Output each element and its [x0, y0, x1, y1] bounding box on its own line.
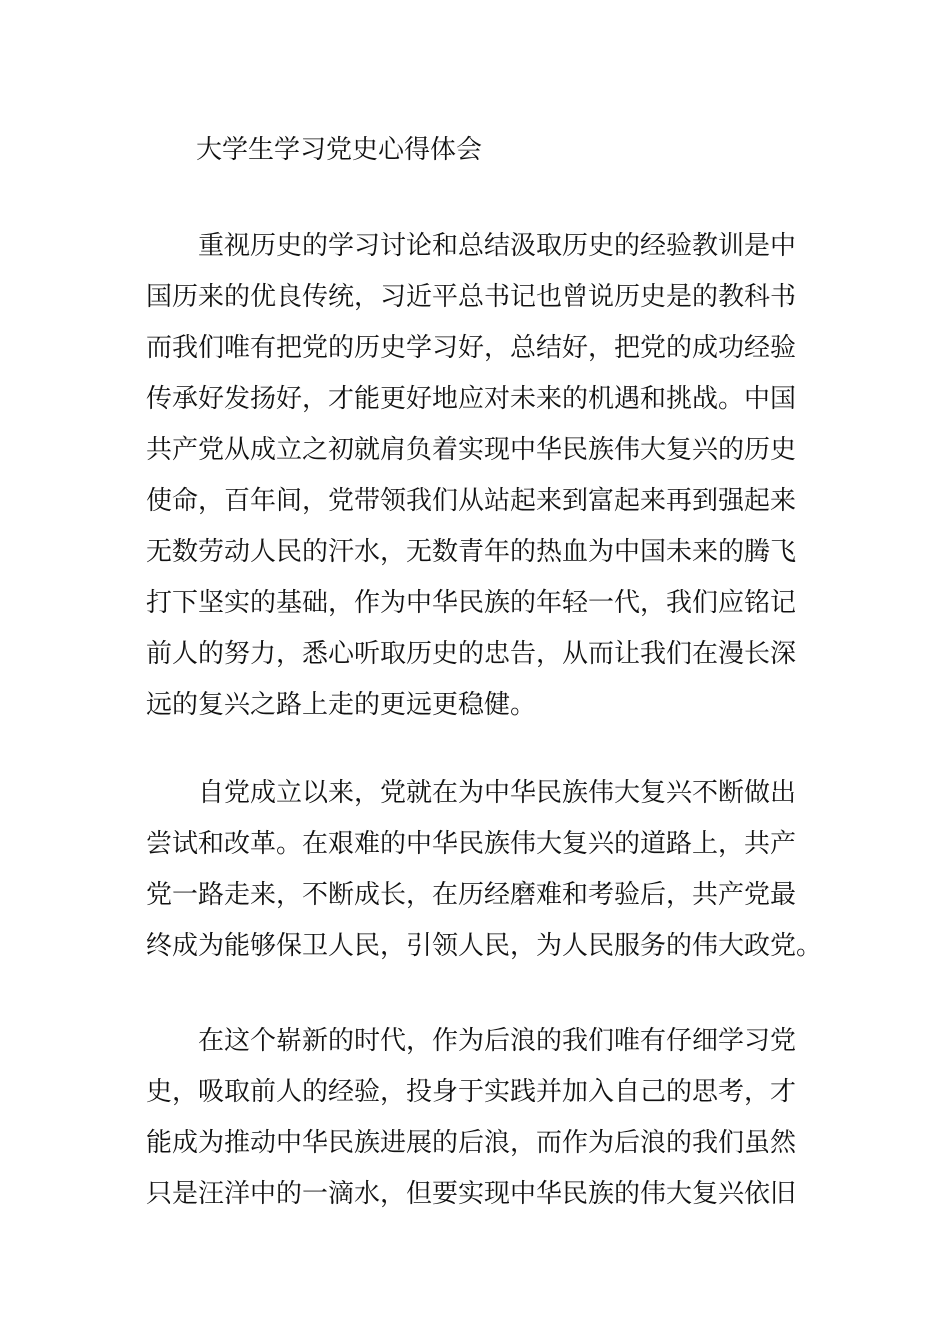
- paragraph-line: 重视历史的学习讨论和总结汲取历史的经验教训是中: [198, 231, 797, 261]
- paragraph-line: 史，吸取前人的经验，投身于实践并加入自己的思考，才: [146, 1077, 797, 1107]
- paragraph-line: 在这个崭新的时代，作为后浪的我们唯有仔细学习党: [198, 1026, 797, 1056]
- paragraph-line: 而我们唯有把党的历史学习好，总结好，把党的成功经验: [146, 333, 797, 363]
- paragraph-line: 尝试和改革。在艰难的中华民族伟大复兴的道路上，共产: [146, 829, 797, 859]
- document-title: 大学生学习党史心得体会: [196, 135, 483, 165]
- paragraph-line: 党一路走来，不断成长，在历经磨难和考验后，共产党最: [146, 880, 797, 910]
- paragraph-line: 只是汪洋中的一滴水，但要实现中华民族的伟大复兴依旧: [146, 1179, 797, 1209]
- paragraph-3: [146, 1016, 818, 1220]
- paragraph-line: 打下坚实的基础，作为中华民族的年轻一代，我们应铭记: [146, 588, 797, 618]
- paragraph-line: 共产党从成立之初就肩负着实现中华民族伟大复兴的历史: [146, 435, 797, 465]
- paragraph-line: 传承好发扬好，才能更好地应对未来的机遇和挑战。中国: [146, 384, 797, 414]
- paragraph-line: 使命，百年间，党带领我们从站起来到富起来再到强起来: [146, 486, 797, 516]
- paragraph-line: 终成为能够保卫人民，引领人民，为人民服务的伟大政党。: [146, 931, 823, 961]
- paragraph-line: 无数劳动人民的汗水，无数青年的热血为中国未来的腾飞: [146, 537, 797, 567]
- paragraph-line: 国历来的优良传统，习近平总书记也曾说历史是的教科书: [146, 282, 797, 312]
- paragraph-2: [146, 768, 823, 972]
- paragraph-line: 远的复兴之路上走的更远更稳健。: [146, 690, 537, 720]
- paragraph-line: 前人的努力，悉心听取历史的忠告，从而让我们在漫长深: [146, 639, 797, 669]
- paragraph-line: 自党成立以来，党就在为中华民族伟大复兴不断做出: [198, 778, 797, 808]
- paragraph-line: 能成为推动中华民族进展的后浪，而作为后浪的我们虽然: [146, 1128, 797, 1158]
- paragraph-1: [146, 221, 818, 731]
